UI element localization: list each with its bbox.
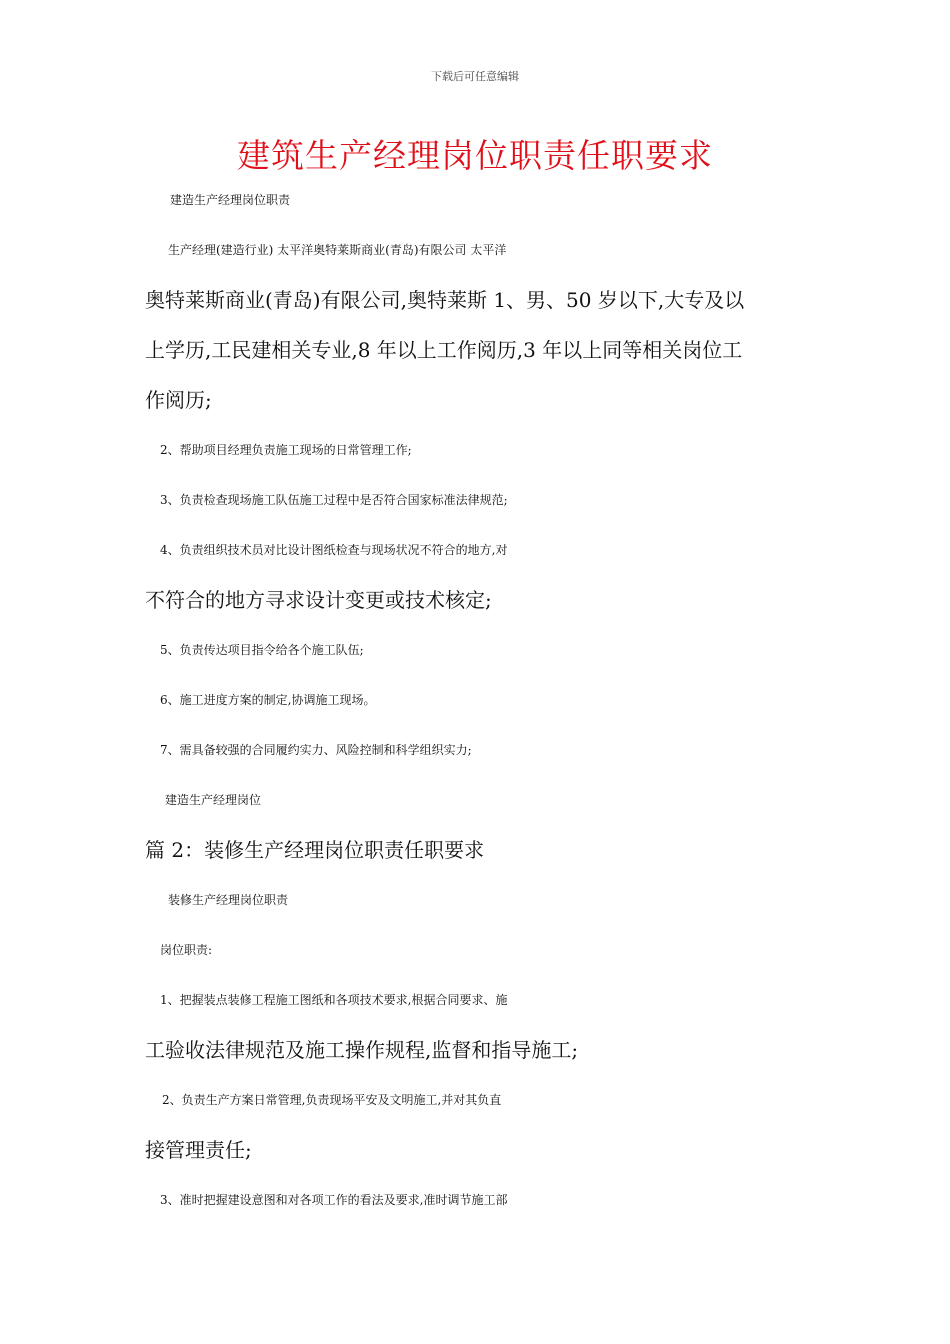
list-item: 1、把握装点装修工程施工图纸和各项技术要求,根据合同要求、施: [160, 993, 508, 1007]
list-item: 3、负责检查现场施工队伍施工过程中是否符合国家标准法律规范;: [160, 493, 508, 507]
paragraph-line: 上学历,工民建相关专业,8 年以上工作阅历,3 年以上同等相关岗位工: [145, 338, 743, 362]
document-title: 建筑生产经理岗位职责任职要求: [237, 136, 713, 175]
list-item: 2、负责生产方案日常管理,负责现场平安及文明施工,并对其负直: [162, 1093, 502, 1107]
paragraph-line: 接管理责任;: [145, 1138, 252, 1162]
list-item: 2、帮助项目经理负责施工现场的日常管理工作;: [160, 443, 412, 457]
paragraph-line: 建造生产经理岗位职责: [170, 193, 291, 207]
section-heading: 建造生产经理岗位: [165, 793, 262, 807]
paragraph-line: 作阅历;: [145, 388, 212, 412]
paragraph-line: 生产经理(建造行业) 太平洋奥特莱斯商业(青岛)有限公司 太平洋: [168, 243, 507, 257]
header-note: 下载后可任意编辑: [431, 70, 519, 83]
section-heading: 装修生产经理岗位职责: [168, 893, 289, 907]
list-item: 3、准时把握建设意图和对各项工作的看法及要求,准时调节施工部: [160, 1193, 508, 1207]
list-item: 5、负责传达项目指令给各个施工队伍;: [160, 643, 364, 657]
section-heading: 岗位职责:: [160, 943, 213, 957]
paragraph-line: 奥特莱斯商业(青岛)有限公司,奥特莱斯 1、男、50 岁以下,大专及以: [145, 288, 745, 312]
paragraph-line: 不符合的地方寻求设计变更或技术核定;: [145, 588, 492, 612]
paragraph-line: 工验收法律规范及施工操作规程,监督和指导施工;: [145, 1038, 579, 1062]
list-item: 4、负责组织技术员对比设计图纸检查与现场状况不符合的地方,对: [160, 543, 508, 557]
list-item: 6、施工进度方案的制定,协调施工现场。: [160, 693, 376, 707]
section-heading: 篇 2：装修生产经理岗位职责任职要求: [145, 838, 485, 862]
list-item: 7、需具备较强的合同履约实力、风险控制和科学组织实力;: [160, 743, 472, 757]
